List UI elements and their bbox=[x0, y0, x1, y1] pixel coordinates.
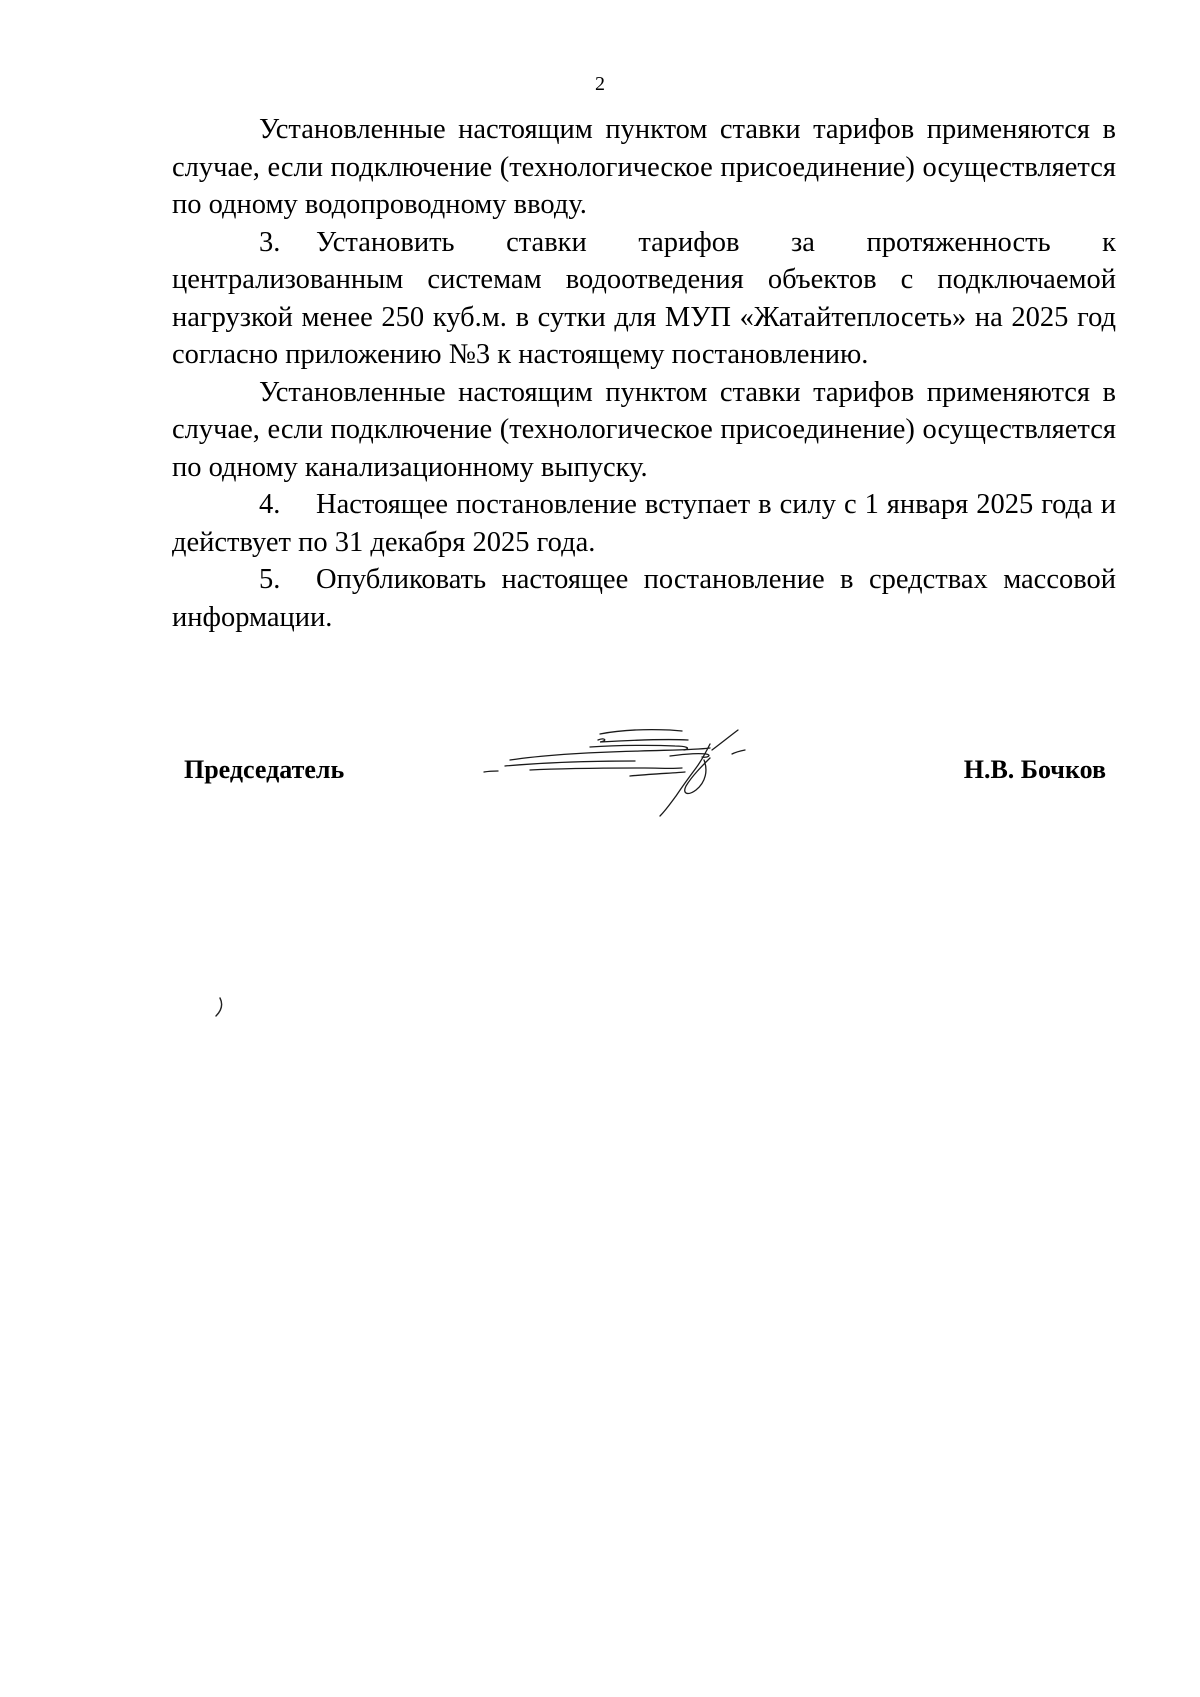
paragraph-text: Опубликовать настоящее постановление в средствах массовой информации. bbox=[172, 564, 1116, 633]
paragraph-tariff-sewer-note bbox=[172, 374, 1116, 487]
signature-block bbox=[184, 755, 1106, 795]
signatory-name: Н.В. Бочков bbox=[963, 755, 1106, 784]
paragraph-text: Установленные настоящим пунктом ставки тарифов применяются в случае, если подключение (технологическое присоединение) осуществляется по одному канализационному выпуску. bbox=[172, 376, 1116, 483]
paragraph-item-5 bbox=[172, 561, 1116, 636]
paragraph-text: Установленные настоящим пунктом ставки тарифов применяются в случае, если подключение (технологическое присоединение) осуществляется по одному водопроводному вводу. bbox=[172, 114, 1116, 220]
item-number: 4. bbox=[259, 489, 281, 520]
item-number: 3. bbox=[259, 226, 281, 258]
page-number: 2 bbox=[595, 73, 605, 95]
stray-pen-mark bbox=[213, 996, 225, 1018]
paragraph-item-4 bbox=[172, 486, 1116, 561]
signatory-title: Председатель bbox=[184, 755, 345, 784]
paragraph-text: Установить ставки тарифов за протяженность к централизованным системам водоотведения объектов с подключаемой нагрузкой менее 250 куб.м. в сутки для МУП «Жатайтеплосеть» на 2025 год согласно приложению №3 к настоящему постановлению. bbox=[172, 226, 1116, 370]
document-body bbox=[172, 111, 1116, 636]
paragraph-item-3 bbox=[172, 224, 1116, 374]
paragraph-tariff-water-note bbox=[172, 111, 1116, 224]
paragraph-text: Настоящее постановление вступает в силу с 1 января 2025 года и действует по 31 декабря 2025 года. bbox=[172, 489, 1116, 558]
item-number: 5. bbox=[259, 564, 281, 595]
